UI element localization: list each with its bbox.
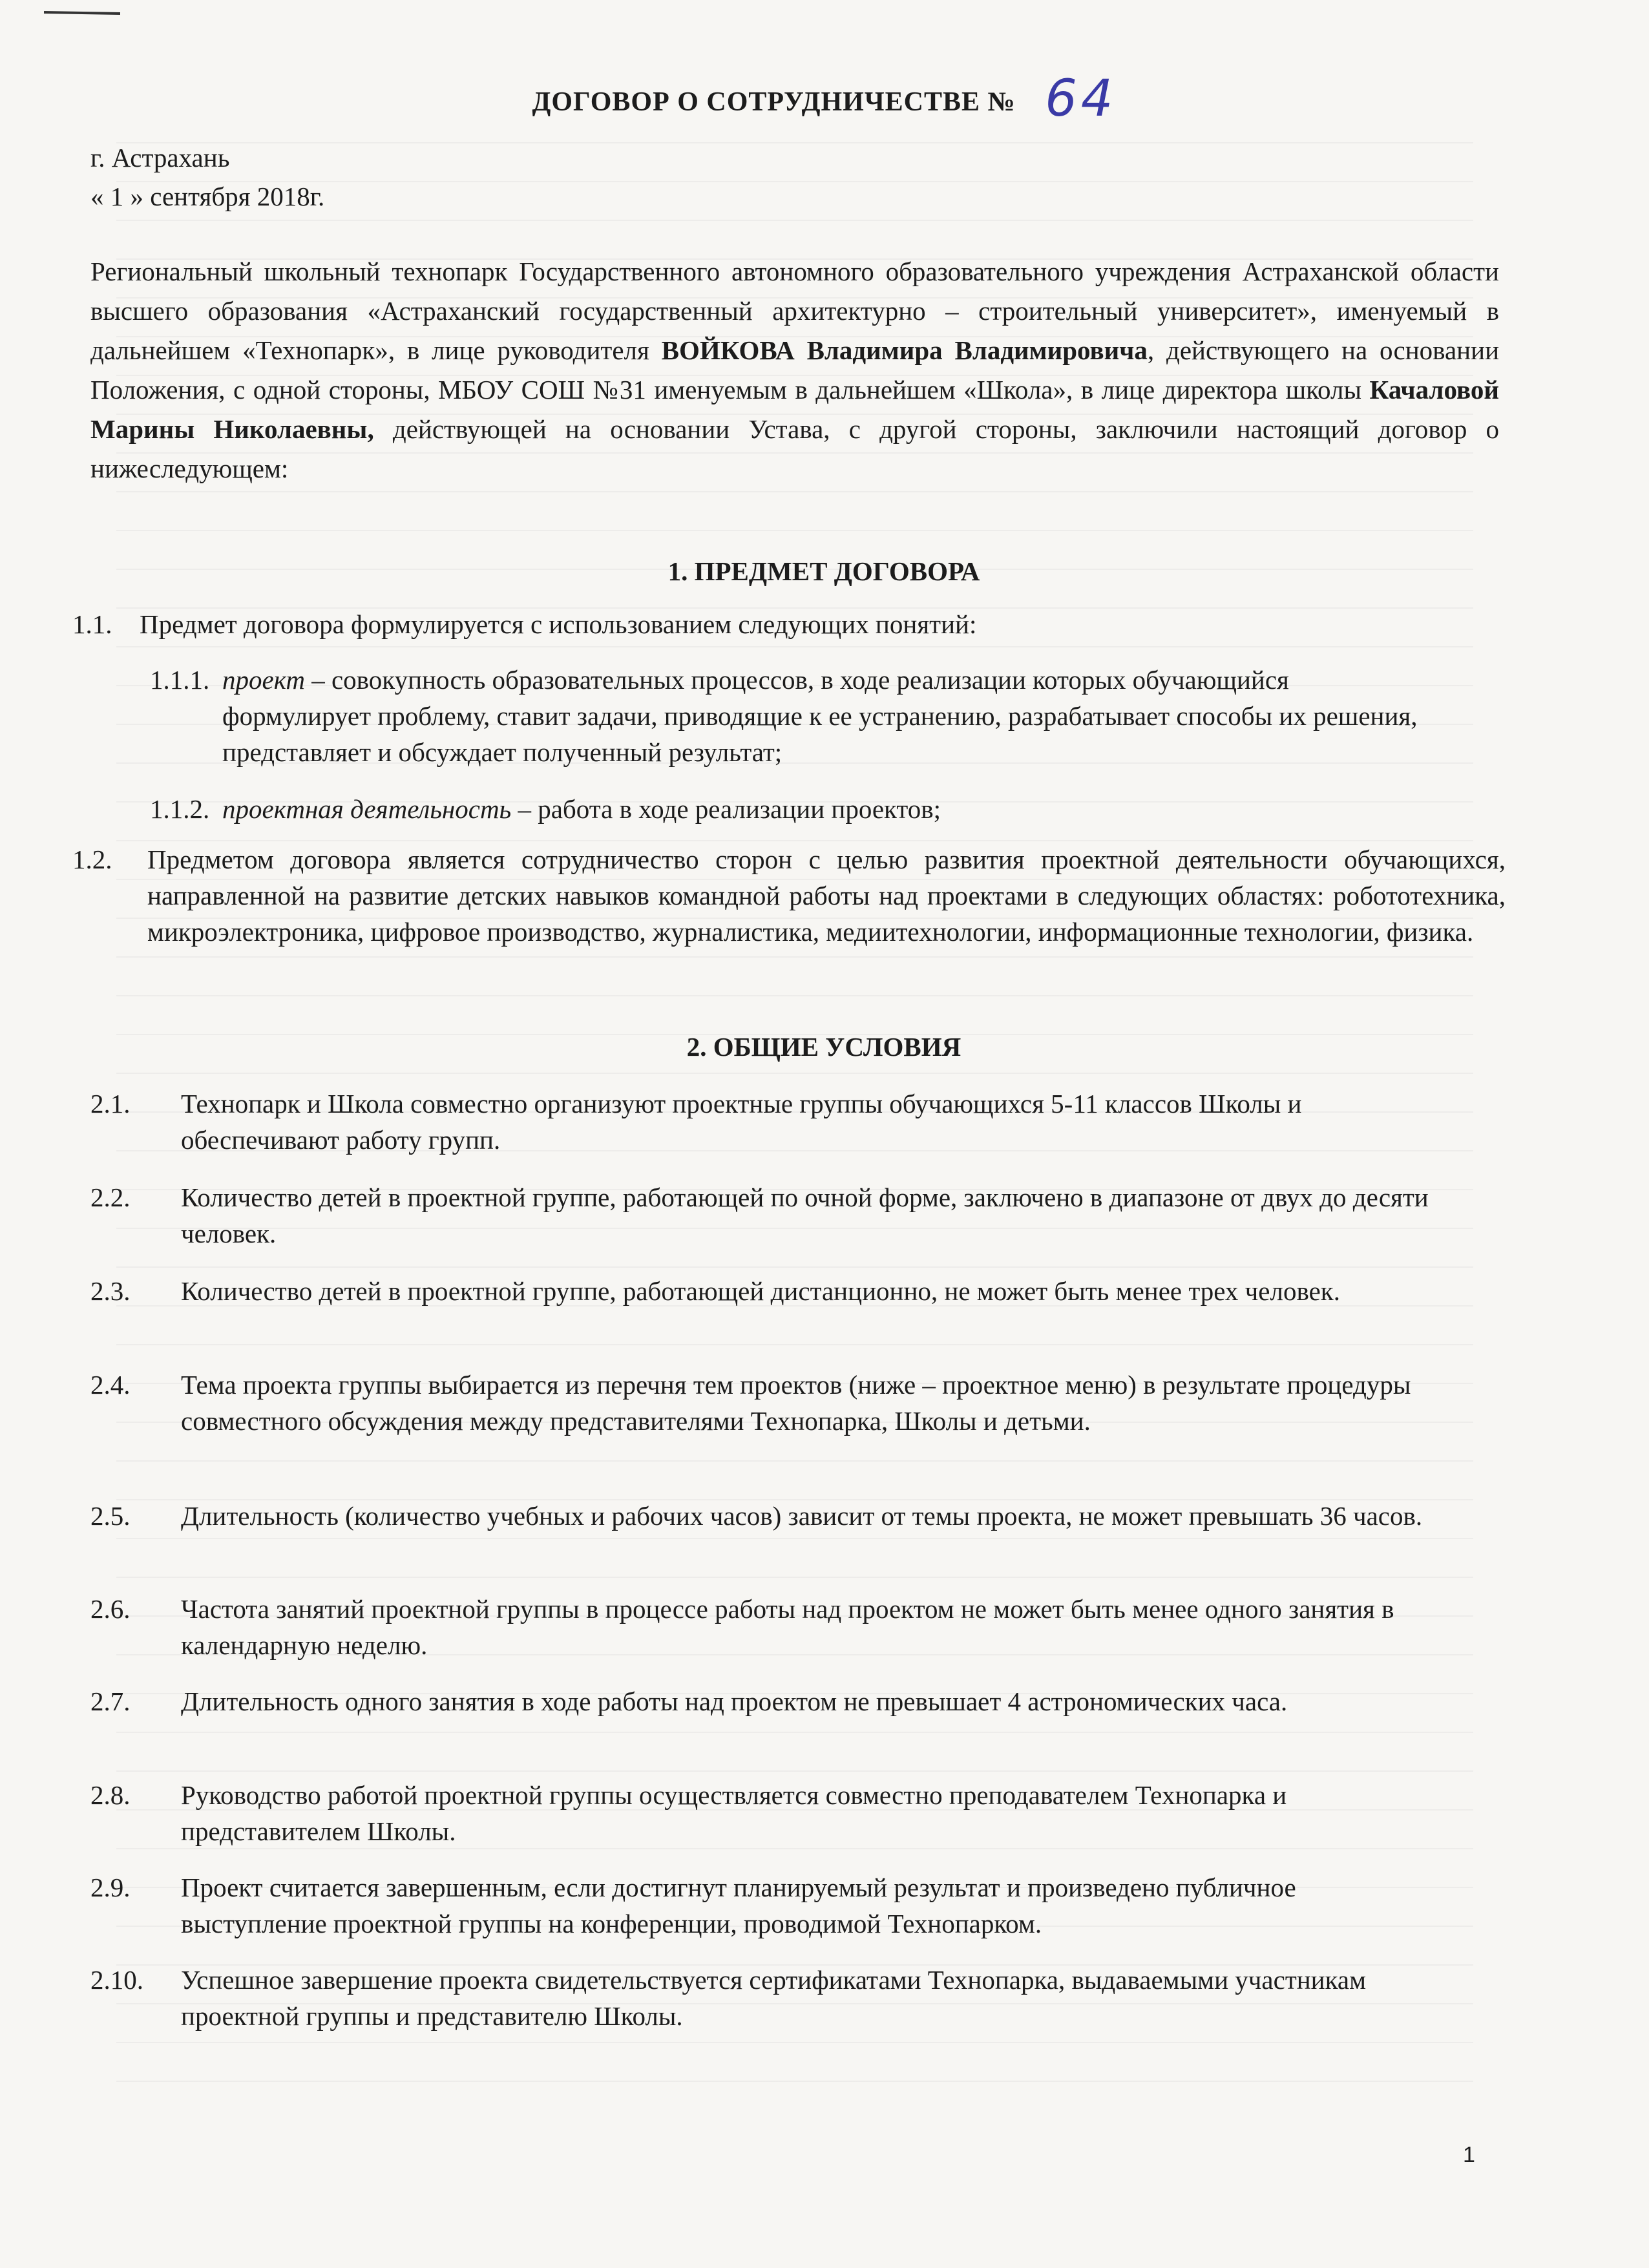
clause-2-8 (90, 1777, 1447, 1849)
preamble-part-1: Региональный школьный технопарк Государственного автономного образовательного учреждения Астраханской области высшего образования «Астраханский государственный архитектурно – строительный университет», именуемый в дальнейшем «Технопарк», в лице руководителя (90, 257, 1499, 365)
preamble-part-3: действующей на основании Устава, с другой стороны, заключили настоящий договор о нижеследующем: (90, 414, 1499, 483)
clause-body (222, 662, 1442, 770)
clause-text: Количество детей в проектной группе, работающей по очной форме, заключено в диапазоне от двух до десяти человек. (181, 1182, 1429, 1248)
clause-2-10 (90, 1962, 1467, 2034)
clause-text: Проект считается завершенным, если достигнут планируемый результат и произведено публичное выступление проектной группы на конференции, проводимой Технопарком. (181, 1873, 1296, 1938)
clause-1-1-2 (150, 791, 1442, 827)
clause-2-5 (90, 1498, 1447, 1534)
clause-2-6 (90, 1591, 1447, 1663)
clause-number: 1.2. (72, 845, 112, 874)
place-and-date (90, 138, 324, 216)
clause-text: Технопарк и Школа совместно организуют проектные группы обучающихся 5-11 классов Школы и обеспечивают работу групп. (181, 1089, 1302, 1155)
clause-text: Частота занятий проектной группы в процессе работы над проектом не может быть менее одного занятия в календарную неделю. (181, 1594, 1394, 1660)
clause-text: Руководство работой проектной группы осуществляется совместно преподавателем Технопарка и представителем Школы. (181, 1780, 1287, 1846)
clause-number: 2.2. (90, 1182, 131, 1212)
clause-number: 2.4. (90, 1370, 131, 1400)
party-2-representative: Качаловой Марины Николаевны, (90, 375, 1499, 444)
clause-number: 1.1.1. (150, 665, 210, 695)
clause-2-3 (90, 1273, 1447, 1309)
clause-text: Длительность (количество учебных и рабочих часов) зависит от темы проекта, не может превышать 36 часов. (181, 1501, 1423, 1531)
defined-term: проект (222, 665, 305, 695)
preamble-part-2: , действующего на основании Положения, с одной стороны, МБОУ СОШ №31 именуемым в дальнейшем «Школа», в лице директора школы (90, 335, 1500, 404)
clause-number: 1.1. (72, 609, 112, 639)
clause-number: 2.5. (90, 1501, 131, 1531)
section-2-title: 2. ОБЩИЕ УСЛОВИЯ (686, 1032, 961, 1062)
clause-number: 2.6. (90, 1594, 131, 1624)
corner-mark (44, 11, 120, 15)
handwritten-contract-number: 64 (1045, 70, 1117, 128)
clause-number: 2.9. (90, 1873, 131, 1902)
title-text: ДОГОВОР О СОТРУДНИЧЕСТВЕ № (532, 87, 1016, 117)
clause-2-9 (90, 1869, 1447, 1942)
clause-number: 2.8. (90, 1780, 131, 1810)
clause-text: Количество детей в проектной группе, работающей дистанционно, не может быть менее трех человек. (181, 1276, 1340, 1306)
document-title (0, 70, 1649, 128)
clause-text: Предмет договора формулируется с использованием следующих понятий: (140, 609, 977, 639)
clause-2-7 (90, 1683, 1447, 1719)
clause-1-1-1 (150, 662, 1442, 770)
clause-2-1 (90, 1086, 1447, 1158)
city: г. Астрахань (90, 143, 230, 173)
clause-text: Длительность одного занятия в ходе работы над проектом не превышает 4 астрономических часа. (181, 1686, 1288, 1716)
defined-term: проектная деятельность (222, 794, 512, 824)
clause-number: 1.1.2. (150, 794, 210, 824)
clause-body (222, 791, 1442, 827)
clause-number: 2.3. (90, 1276, 131, 1306)
clause-2-4 (90, 1367, 1447, 1439)
clause-text: – совокупность образовательных процессов, в ходе реализации которых обучающийся формулирует проблему, ставит задачи, приводящие к ее устранению, разрабатывает способы их решения, представляет и обсуждает полученный результат; (222, 665, 1418, 767)
clause-2-2 (90, 1179, 1447, 1252)
page-number: 1 (1463, 2143, 1475, 2167)
preamble (90, 252, 1499, 488)
clause-1-1 (72, 606, 1494, 642)
section-1-title: 1. ПРЕДМЕТ ДОГОВОРА (667, 556, 980, 586)
clause-text: Тема проекта группы выбирается из перечня тем проектов (ниже – проектное меню) в результате процедуры совместного обсуждения между представителями Технопарка, Школы и детьми. (181, 1370, 1411, 1436)
date: « 1 » сентября 2018г. (90, 182, 325, 211)
clause-text: Предметом договора является сотрудничество сторон с целью развития проектной деятельности обучающихся, направленной на развитие детских навыков командной работы над проектами в следующих областях: робототехника, микроэлектроника, цифровое производство, журналистика, медиитехнологии, информационные технологии, физика. (147, 845, 1506, 947)
clause-text: – работа в ходе реализации проектов; (511, 794, 941, 824)
clause-1-2 (72, 841, 1506, 950)
party-1-representative: ВОЙКОВА Владимира Владимировича (661, 335, 1148, 365)
clause-number: 2.1. (90, 1089, 131, 1118)
clause-number: 2.10. (90, 1965, 143, 1995)
clause-text: Успешное завершение проекта свидетельствуется сертификатами Технопарка, выдаваемыми участникам проектной группы и представителю Школы. (181, 1965, 1367, 2031)
clause-number: 2.7. (90, 1686, 131, 1716)
